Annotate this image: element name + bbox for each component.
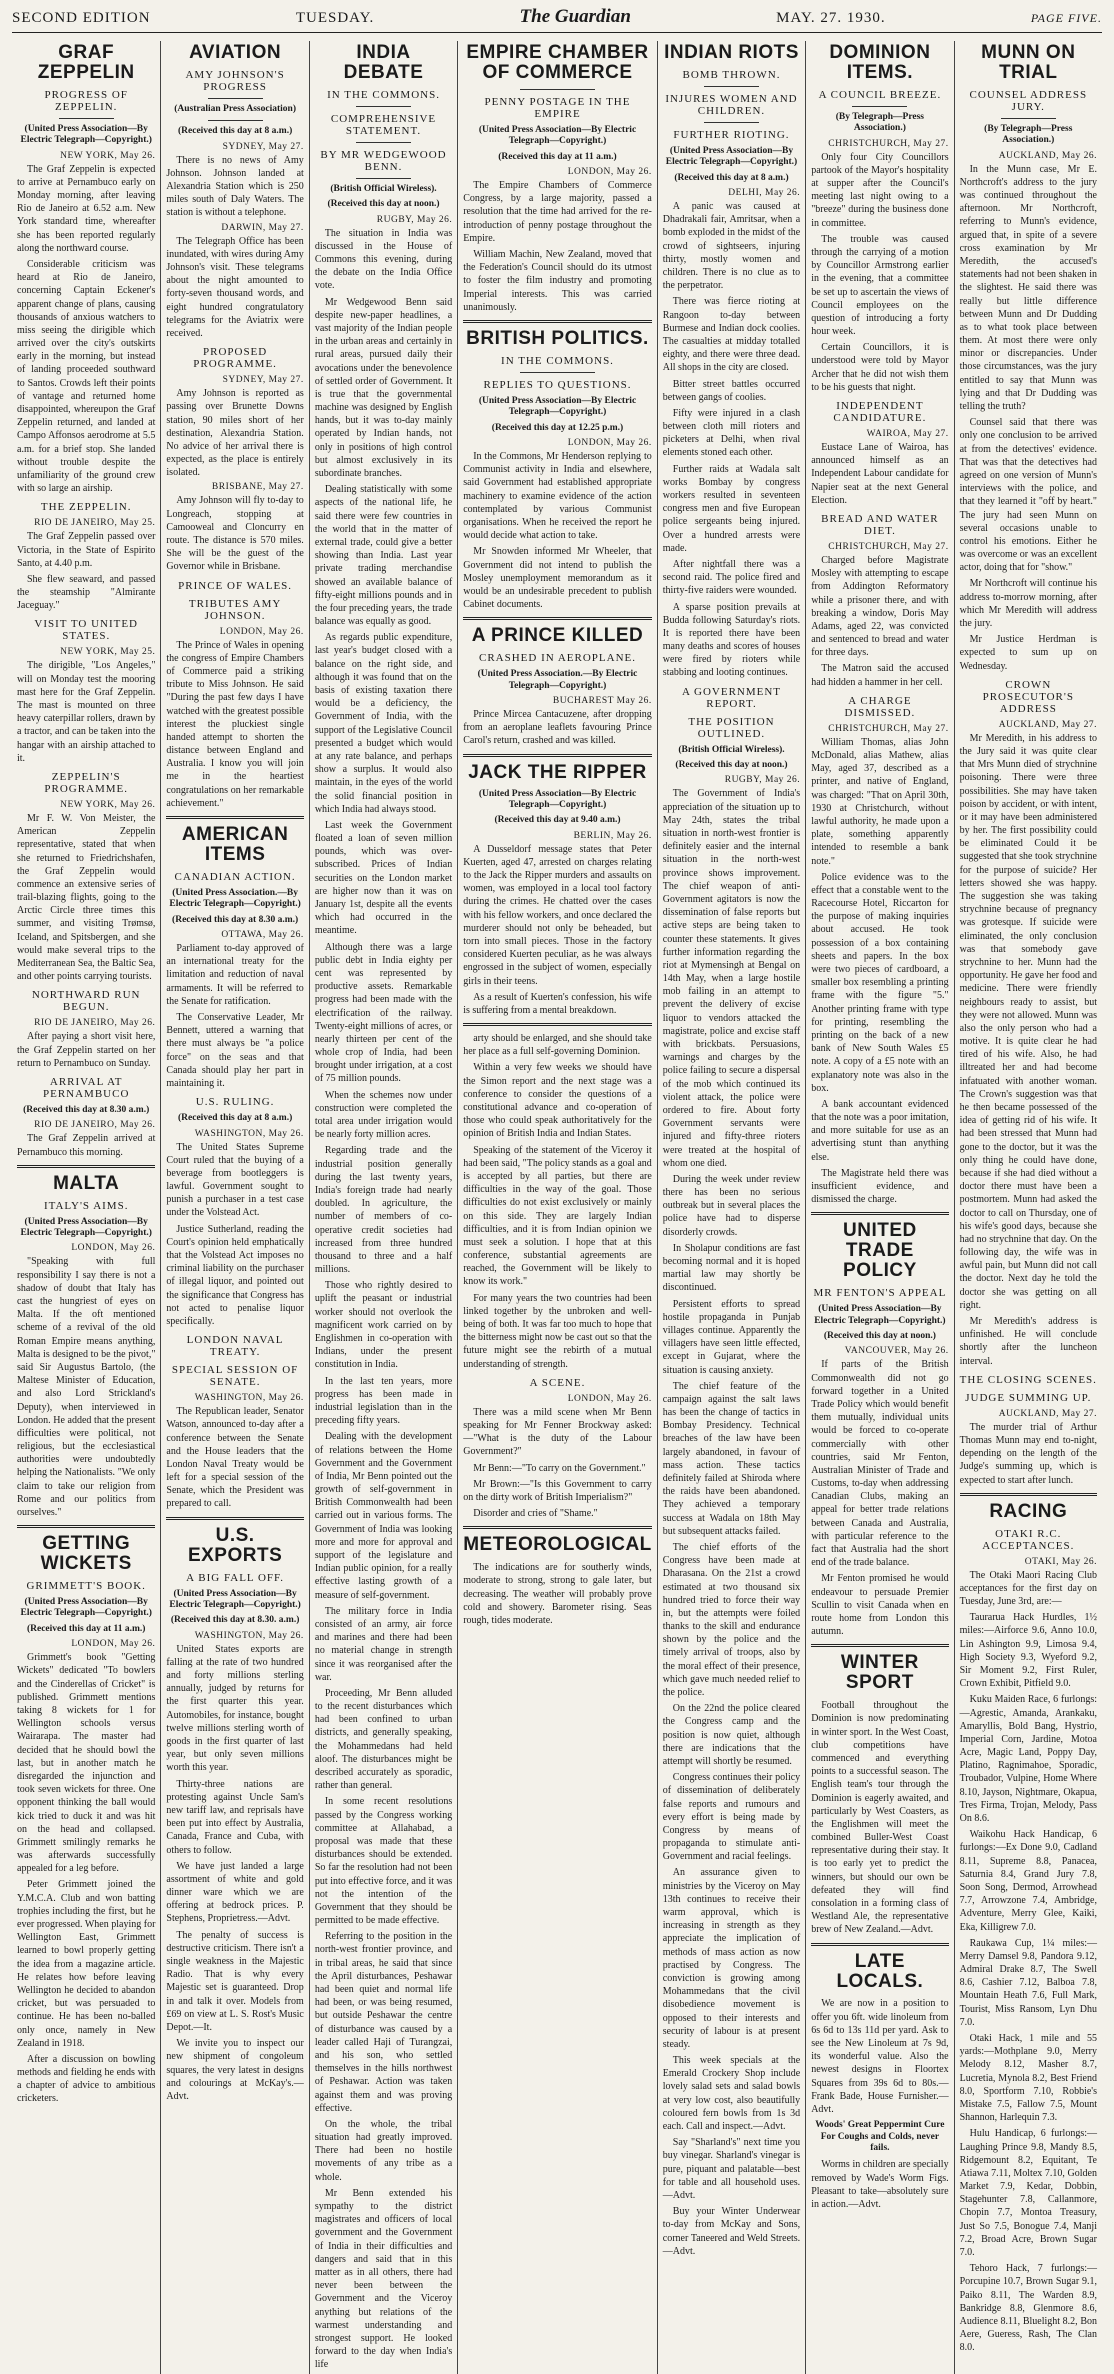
- subheading: THE ZEPPELIN.: [40, 501, 132, 514]
- article-paragraph: Mr Meredith's address is unfinished. He will conclude shortly after the luncheon interval.: [959, 1316, 1097, 1367]
- article-paragraph: After paying a short visit here, the Graf Zeppelin started on her return to Pernambuco on Sunday.: [17, 1031, 156, 1069]
- article-paragraph: Considerable criticism was heard at Rio de Janeiro, concerning Captain Eckener's apparent change of plans, causing thousands of anxious watchers to miss seeing the dirigible which arrived over the city's outskirts early in the morning, but instead of landing proceeded southward to Santos. Crowds left their points of vantage and returned home disappointed, whereupon the Graf Zeppelin returned, and landed at Campo Affonsos aerodrome at 5.5 a.m. for a brief stop. She landed without trouble despite the unfamiliarity of the ground crew with so large an airship.: [17, 258, 156, 495]
- wire-credit: (Received this day at noon.): [823, 1331, 936, 1341]
- wire-credit: (British Official Wireless).: [678, 744, 785, 755]
- subheading: LONDON NAVAL TREATY.: [186, 1334, 284, 1359]
- article-paragraph: Hulu Handicap, 6 furlongs:—Laughing Prince 9.8, Mandy 8.5, Ridgemount 8.2, Equitant, Te Atiawa 7.11, Moltex 7.10, Golden Market 7.9, Kedar, Dobbin, Stagehunter 7.8, Callanmore, Chopin 7.7, Montoa Treasury, Just So 7.5, Bonogue 7.4, Manji 7.2, Broad Acre, Brown Sugar 7.0.: [959, 2128, 1097, 2259]
- short-rule: [59, 118, 114, 119]
- subheading: ARRIVAL AT PERNAMBUCO: [43, 1075, 130, 1100]
- headline: WINTER SPORT: [840, 1652, 919, 1694]
- article-paragraph: We invite you to inspect our new shipment of congoleum squares, the very latest in designs and colourings at McKay's.—Advt.: [166, 2038, 304, 2102]
- subheading: AMY JOHNSON'S PROGRESS: [185, 68, 285, 93]
- article-paragraph: arty should be enlarged, and she should take her place as a full self-governing Dominion.: [463, 1033, 652, 1058]
- article-paragraph: "Speaking with full responsibility I say there is not a shadow of doubt that Italy has cast the hungriest of eyes on Malta. If the oft mentioned scheme of a revival of the old Roman Empire means anything, Malta is designed to be the pivot," said Sir Augustus Bartolo, (the Maltese Minister of Education, and also Lord Strickland's Deputy), when interviewed in London. He added that the present difficulties were political, not religious, but the ecclesiastical authorities were undoubtedly helping the Nationalists. "We only claim to take our religion from Rome and our politics from ourselves.": [17, 1256, 156, 1519]
- dateline: RUGBY, May 26.: [724, 775, 801, 786]
- wire-credit: (Received this day at 9.40 a.m.): [494, 815, 621, 826]
- subheading: REPLIES TO QUESTIONS.: [483, 378, 632, 391]
- dateline: WASHINGTON, May 26.: [194, 1630, 304, 1641]
- dateline: LONDON, May 26.: [71, 1243, 156, 1254]
- article-paragraph: Congress continues their policy of dissemination of deliberately false reports and rumours and every effort is being made by Congress by means of propaganda to stimulate anti-Government and racial feelings.: [662, 1772, 801, 1863]
- column-2: [160, 41, 308, 2374]
- headline: EMPIRE CHAMBER OF COMMERCE: [466, 42, 649, 83]
- article-paragraph: The trouble was caused through the carrying of a motion by Councillor Armstrong earlier in the evening, that a committee be set up to ascertain the views of Council employees on the question of introducing a forty hour week.: [811, 233, 949, 338]
- subheading: PRINCE OF WALES.: [178, 579, 293, 592]
- short-rule: [356, 178, 411, 179]
- wire-credit: (Australian Press Association): [174, 103, 296, 114]
- article-paragraph: Those who rightly desired to uplift the peasant or industrial worker should not overlook the magnificent work carried on by Englishmen in co-operation with Indians, under the present constitution in India.: [314, 1280, 453, 1371]
- article-paragraph: We have just landed a large assortment of white and gold dinner ware which we are offering at bedrock prices. P. Stephens, Proprietress.—Advt.: [166, 1860, 304, 1925]
- subheading: ITALY'S AIMS.: [43, 1199, 129, 1212]
- subheading: SPECIAL SESSION OF SENATE.: [171, 1364, 299, 1389]
- subheading: VISIT TO UNITED STATES.: [34, 618, 138, 643]
- article-paragraph: On the 22nd the police cleared the Congress camp and the position is now quiet, although there are indications that the attempt will shortly be resumed.: [662, 1703, 801, 1767]
- subheading: THE POSITION OUTLINED.: [688, 715, 775, 740]
- article-paragraph: Otaki Hack, 1 mile and 55 yards:—Mothplane 9.0, Merry Melody 8.12, Masher 8.7, Lucretia, Mynola 8.2, Best Friend 8.0, Sportform 7.10, Robbie's Mistake 7.5, Fallow 7.5, Mount Shannon, Harlequin 7.3.: [959, 2033, 1097, 2124]
- headline: AMERICAN ITEMS: [181, 824, 289, 865]
- article-paragraph: Taurarua Hack Hurdles, 1½ miles:—Airforce 9.6, Anno 10.0, Lin Ashington 9.9, Limosa 9.4, High Society 9.3, Wyeford 9.2, Sir Moment 9.2, First Ruler, Crown Exhibit, Pitfield 9.0.: [959, 1612, 1097, 1690]
- subheading: A COUNCIL BREEZE.: [818, 88, 942, 101]
- article-paragraph: The Prince of Wales in opening the congress of Empire Chambers of Commerce paid a striking tribute to Miss Johnson. He said "During the past few days I have watched with the greatest possible interest the pluckiest single handed attempt to shorten the distance between England and Australia. I know you will join me in the heartiest congratulations on her remarkable achievement.": [166, 639, 304, 809]
- headline: INDIA DEBATE: [343, 42, 424, 83]
- article-paragraph: After a discussion on bowling methods and fielding he ends with a chapter of advice to ambitious cricketers.: [17, 2053, 156, 2105]
- wire-credit: (By Telegraph—Press Association.): [984, 123, 1073, 146]
- headline: RACING: [989, 1500, 1068, 1522]
- headline: UNITED TRADE POLICY: [843, 1220, 917, 1282]
- subheading: U.S. RULING.: [195, 1096, 275, 1109]
- dateline: WAIROA, May 27.: [866, 429, 949, 440]
- subheading: IN THE COMMONS.: [501, 354, 614, 367]
- issue-date: MAY. 27. 1930.: [776, 10, 886, 26]
- article-paragraph: Amy Johnson will fly to-day to Longreach, stopping at Camooweal and Cloncurry en route. The distance is 570 miles. She will be the guest of the Governor while in Brisbane.: [166, 495, 304, 573]
- article-paragraph: William Thomas, alias John McDonald, alias Mathew, alias May, aged 37, described as a printer, and native of England, was charged: "That on April 30th, 1930 at Christchurch, without lawful authority, he made upon a plate, something apparently intended to resemble a bank note.": [811, 736, 949, 867]
- article-paragraph: When the schemes now under construction were completed the total area under irrigation would be nearly forty million acres.: [314, 1089, 453, 1141]
- section-divider: [166, 816, 303, 819]
- article-paragraph: Buy your Winter Underwear to-day from McKay and Sons, corner Taneered and Weld Streets.—Advt.: [662, 2206, 801, 2257]
- article-paragraph: We are now in a position to offer you 6ft. wide linoleum from 6s 6d to 13s 11d per yard. Ask to see the New Linoleum at 7s 9d, its wonderful value. Also the newest designs in Floortex Squares from 39s 6d to 80s.—Frank Bade, House Furnisher.—Advt.: [811, 1998, 949, 2115]
- column-6: [805, 41, 953, 2374]
- dateline: SYDNEY, May 27.: [222, 141, 304, 152]
- subheading: COUNSEL ADDRESS JURY.: [969, 88, 1088, 113]
- headline: MUNN ON TRIAL: [981, 42, 1076, 83]
- article-paragraph: Police evidence was to the effect that a constable went to the Racecourse Hotel, Riccarton for the purpose of making inquiries about accused. He took possession of a box containing sheets and papers. In the box were two pieces of cardboard, a smaller box resembling a printing frame with the figure "5." Another printing frame with type for printing, resembling the printing on the back of a new bank of New South Wales £5 note. A copy of a £5 note with an explanatory note was also in the box.: [811, 871, 949, 1094]
- article-paragraph: In the Munn case, Mr E. Northcroft's address to the jury was continued throughout the afternoon. Mr Northcroft, referring to Munn's evidence, argued that, in spite of a severe cross examination by Mr Meredith, the accused's statements had not been shaken in the slightest. He said there was really but little difference between Munn and Dr Dudding as to what took place between them. At most there were only minor or discrepancies. Under those circumstances, was the jury entitled to say that Munn was lying and that Dr Dudding was telling the truth?: [959, 163, 1097, 413]
- wire-credit: (United Press Association—By Electric Telegraph—Copyright.): [478, 124, 637, 147]
- wire-credit: (United Press Association—By Electric Telegraph—Copyright.): [478, 395, 637, 418]
- wire-credit: (Received this day at noon.): [675, 760, 788, 771]
- article-paragraph: Mr Benn extended his sympathy to the district magistrates and officers of local government and the Government of India in their difficulties and dangers and said that in this matter as in all others, there had never been between the Government and the Viceroy anything but relations of the warmest understanding and strongest support. He looked forward to the day when India's life: [314, 2187, 453, 2371]
- article-paragraph: Mr Meredith, in his address to the Jury said it was quite clear that Mrs Munn died of strychnine poisoning. There were three possibilities. She may have taken poison by accident, or with intent, or it may have been administered by her. The first possibility could be eliminated Could it be suggested that she took strychnine for the purpose of suicide? Her letters showed she was happy. The suggestion she was taking strychnine because of pregnancy was grotesque. If suicide were eliminated, the only conclusion was that somebody gave strychnine to her. Munn had the opportunity. He gave her food and medicine. There were friendly neighbours ready to assist, but they were not allowed. Munn was also the only person who had a motive. It is quite clear he had tired of his wife. Also, he had illtreated her and had become infatuated with another woman. The Crown's suggestion was that he then became possessed of the idea of getting rid of his wife. It had been stressed that Munn had gone to the doctor, but it was the only thing he could have done, because if she had died without a doctor there must have been a postmortem. Munn had asked the doctor to call on Thursday, one of his wife's good days, because she had no strychnine that day. On the following day, the wife was in awful pain, but Munn did not call the doctor. Next day he told the doctor she was getting on all right.: [959, 732, 1097, 1311]
- subheading: MR FENTON'S APPEAL: [813, 1287, 947, 1300]
- dateline: LONDON, May 26.: [567, 438, 652, 449]
- article-paragraph: Amy Johnson is reported as passing over Brunette Downs station, 90 miles short of her destination, Alexandria Station. No advice of her arrival there is expected, as the place is entirely isolated.: [166, 388, 304, 479]
- article-paragraph: The dirigible, "Los Angeles," will on Monday test the mooring mast here for the Graf Zeppelin. The mast is mounted on three heavy caterpillar rollers, drawn by a tractor, and can be taken into the hangar with an airship attached to it.: [17, 660, 156, 764]
- short-rule: [704, 86, 759, 87]
- article-paragraph: Persistent efforts to spread hostile propaganda in Punjab villages continue. Apparently the villagers have seen little effected, except in Gujarat, where the situation is causing anxiety.: [662, 1298, 801, 1376]
- article-paragraph: The chief efforts of the Congress have been made at Dharasana. On the 21st a crowd estimated at two thousand six hundred tried to force their way in, but the attempts were foiled thanks to the skill and endurance shown by the police and the timely arrival of troops, also by the moral effect of their presence, which gave much needed relief to the police.: [662, 1541, 801, 1699]
- wire-credit: (United Press Association.—By Electric Telegraph—Copyright.): [477, 669, 638, 691]
- section-divider: [17, 1525, 155, 1528]
- dateline: OTAKI, May 26.: [1024, 1556, 1097, 1567]
- headline: GETTING WICKETS: [40, 1533, 132, 1575]
- column-7: [954, 41, 1102, 2374]
- headline: BRITISH POLITICS.: [466, 327, 649, 349]
- article-paragraph: Mr F. W. Von Meister, the American Zeppelin representative, stated that when she returned to Friedrichshafen, the Graf Zeppelin would commence an extensive series of trail-blazing flights, going to the Arctic Circle three times this summer, and visiting Trømsø, Iceland, and Spitsbergen, and she would make several trips to the Mediterranean Sea, the Baltic Sea, and other points carrying tourists.: [17, 812, 156, 983]
- subheading: CROWN PROSECUTOR'S ADDRESS: [982, 678, 1074, 715]
- article-paragraph: During the week under review there has been no serious outbreak but in several places the police have had to disperse disorderly crowds.: [662, 1173, 801, 1238]
- article-paragraph: There is no news of Amy Johnson. Johnson landed at Alexandria Station which is 250 miles south of Daly Waters. The station is without a telephone.: [166, 154, 304, 219]
- article-paragraph: Prince Mircea Cantacuzene, after dropping from an aeroplane leaflets favouring Prince Carol's return, crashed and was killed.: [463, 709, 652, 747]
- dateline: WASHINGTON, May 26.: [194, 1393, 304, 1404]
- dateline: NEW YORK, May 26.: [60, 150, 156, 161]
- headline: JACK THE RIPPER: [468, 761, 647, 783]
- wire-credit: (United Press Association—By Electric Telegraph—Copyright.): [169, 1588, 301, 1610]
- section-divider: [811, 1212, 948, 1215]
- dateline: WASHINGTON, May 26.: [194, 1128, 304, 1139]
- wire-credit: (United Press Association—By Electric Telegraph—Copyright.): [478, 788, 637, 810]
- wire-credit: (United Press Association—By Electric Telegraph—Copyright.): [814, 1304, 946, 1326]
- dateline: DELHI, May 26.: [728, 188, 801, 199]
- short-rule: [520, 372, 595, 373]
- dateline: OTTAWA, May 26.: [221, 930, 304, 941]
- article-paragraph: Mr Benn:—"To carry on the Government.": [473, 1462, 646, 1474]
- dateline: BUCHAREST May 26.: [552, 696, 652, 706]
- subheading: CANADIAN ACTION.: [174, 870, 296, 883]
- wire-credit: (United Press Association—By Electric Telegraph—Copyright.): [20, 1216, 152, 1239]
- dateline: LONDON, May 26.: [567, 1393, 652, 1404]
- headline: AVIATION: [189, 42, 282, 63]
- subheading: BY MR WEDGEWOOD BENN.: [320, 148, 447, 173]
- subheading: PROPOSED PROGRAMME.: [193, 346, 277, 371]
- article-paragraph: The situation in India was discussed in the House of Commons this evening, during the debate on the India Office vote.: [314, 227, 453, 292]
- article-paragraph: The indications are for southerly winds, moderate to strong, strong to gale later, but decreasing. The weather will probably prove cold and showery. Barometer rising. Seas rough, tides moderate.: [463, 1562, 652, 1626]
- wire-credit: (United Press Association.—By Electric Telegraph—Copyright.): [169, 887, 301, 910]
- dateline: RIO DE JANEIRO, May 26.: [34, 1018, 156, 1029]
- article-paragraph: Referring to the position in the north-west frontier province, and in tribal areas, he said that since the April disturbances, Peshawar had been quiet and normal life had been, or was being resumed, but outside Peshawar the centre of disturbance was caused by a leader called Haji of Turangzai, and his son, who settled themselves in the hills northwest of Peshawar. Action was taken against them and was proving effective.: [314, 1931, 453, 2114]
- article-paragraph: Regarding trade and the industrial position generally during the last twenty years, India's foreign trade had nearly doubled. In agriculture, the number of members of co-operative credit societies had increased from three hundred thousand to three and a half millions.: [314, 1145, 453, 1276]
- article-paragraph: Mr Snowden informed Mr Wheeler, that Government did not intend to publish the Mosley unemployment memorandum as it would be an undesirable precedent to publish Cabinet documents.: [463, 546, 652, 611]
- subheading: BREAD AND WATER DIET.: [821, 512, 939, 537]
- subheading: CRASHED IN AEROPLANE.: [479, 652, 636, 665]
- dateline: CHRISTCHURCH, May 27.: [828, 723, 949, 734]
- article-paragraph: Proceeding, Mr Benn alluded to the recent disturbances which had been confined to urban districts, and generally speaking, the Mohammedans had held aloof. The disturbances might be described accurately as sporadic, rather than general.: [314, 1687, 453, 1792]
- article-paragraph: Justice Sutherland, reading the Court's opinion held emphatically that the Volstead Act imposes no criminal liability on the purchaser of illegal liquor, and pointed out the significance that Congress has not acted to penalise liquor specifically.: [166, 1223, 304, 1327]
- dateline: RUGBY, May 26.: [376, 214, 453, 225]
- article-paragraph: Mr Fenton promised he would endeavour to persuade Premier Scullin to visit Canada when en route home from London this autumn.: [811, 1573, 949, 1638]
- wire-credit: (Received this day at 8.30 a.m.): [23, 1104, 150, 1115]
- article-paragraph: The military force in India consisted of an army, air force and marines and there had been no material change in strength since it was reorganised after the war.: [314, 1605, 453, 1683]
- article-paragraph: The Empire Chambers of Commerce Congress, by a large majority, passed a resolution that the time had arrived for the re-introduction of penny postage throughout the Empire.: [463, 180, 652, 244]
- article-paragraph: Parliament to-day approved of an international treaty for the limitation and reduction of naval armaments. It will be referred to the Senate for ratification.: [166, 943, 304, 1007]
- headline: GRAF ZEPPELIN: [37, 42, 135, 83]
- article-paragraph: A bank accountant evidenced that the note was a poor imitation, and more suitable for use as an advertising stunt than anything else.: [811, 1098, 949, 1163]
- headline: METEOROLOGICAL: [463, 1534, 652, 1556]
- dateline: BERLIN, May 26.: [573, 830, 652, 841]
- wire-credit: (British Official Wireless).: [330, 183, 437, 194]
- article-paragraph: The Republican leader, Senator Watson, announced to-day after a conference between the Senate and the House leaders that the London Naval Treaty would be left for a special session of the Senate, which the President was prepared to call.: [166, 1406, 304, 1510]
- wire-credit: (Received this day at 8 a.m.): [177, 1113, 293, 1124]
- section-divider: [463, 1526, 652, 1529]
- section-divider: [960, 1493, 1097, 1496]
- subheading: A BIG FALL OFF.: [186, 1571, 285, 1584]
- article-paragraph: Say "Sharland's" next time you buy vinegar. Sharland's vinegar is pure, piquant and palatable—best for table and all household uses.—Advt.: [662, 2137, 801, 2201]
- subheading: INDEPENDENT CANDIDATURE.: [833, 400, 927, 425]
- subheading: GRIMMETT'S BOOK.: [26, 1580, 146, 1593]
- wire-credit: (Received this day at 8.30. a.m.): [170, 1615, 300, 1626]
- article-paragraph: In the last ten years, more progress has been made in industrial legislation than in the preceding fifty years.: [314, 1375, 453, 1427]
- column-5: [657, 41, 805, 2374]
- wire-credit: (Received this day at 11 a.m.): [26, 1623, 146, 1634]
- section-divider: [463, 320, 652, 323]
- article-paragraph: Mr Northcroft will continue his address to-morrow morning, after which Mr Meredith will address the jury.: [959, 578, 1097, 630]
- section-divider: [17, 1165, 155, 1168]
- subheading: TRIBUTES AMY JOHNSON.: [188, 597, 282, 622]
- article-paragraph: Peter Grimmett joined the Y.M.C.A. Club and won batting trophies including the first, but he ever progressed. When playing for Wellington East, Grimmett learned to bowl properly getting the idea from a magazine article. He relates how before leaving Wellington he decided to abandon cricket, but was persuaded to continue. He has been no-balled only once, namely in New Zealand in 1918.: [17, 1879, 156, 2049]
- article-paragraph: Waikohu Hack Handicap, 6 furlongs:—Ex Done 9.0, Cadland 8.11, Supreme 8.8, Panacea, Saturnia 8.4, Grand Jury 7.8, Soon Song, Dermod, Arrowhead 7.7, Arrowzone 7.4, Ambridge, Adventure, Merry Glee, Kaiki, Eka, Killigrew 7.0.: [959, 1829, 1097, 1933]
- article-paragraph: The Graf Zeppelin is expected to arrive at Pernambuco early on Monday morning, after leaving Rio de Janeiro at 6.52 a.m. New York standard time, whereafter she has been reported regularly along the northward course.: [17, 163, 156, 254]
- subheading: A GOVERNMENT REPORT.: [681, 685, 782, 710]
- short-rule: [356, 142, 411, 143]
- article-paragraph: William Machin, New Zealand, moved that the Federation's Council should do its utmost to foster the film industry and promoting Imperial interests. This was carried unanimously.: [463, 248, 652, 313]
- edition-label: SECOND EDITION: [12, 10, 151, 26]
- article-paragraph: Last week the Government floated a loan of seven million pounds, which was over-subscribed. Prices of Indian securities on the London market are higher now than it was on January 1st, despite all the events which had occurred in the meantime.: [314, 819, 453, 937]
- article-paragraph: As regards public expenditure, last year's budget closed with a balance on the right side, and although it was found that on the basis of existing taxation there would be a deficiency, the Government of India, with the support of the Legislative Council presented a budget which would at any rate balance, and perhaps show a surplus. It would also maintain, in the eyes of the world the solid financial position in which India had always stood.: [314, 632, 453, 815]
- wire-credit: (By Telegraph—Press Association.): [835, 111, 924, 134]
- article-paragraph: Mr Justice Herdman is expected to sum up on Wednesday.: [959, 634, 1097, 672]
- short-rule: [208, 120, 263, 121]
- wire-credit: (United Press Association—By Electric Telegraph—Copyright.): [20, 123, 152, 146]
- dateline: LONDON, May 26.: [219, 626, 304, 637]
- article-paragraph: Within a very few weeks we should have the Simon report and the next stage was a conference to consider the questions of a constitutional advance and co-operation of those who could speak authoritatively for the opinion of British India and Indian States.: [463, 1062, 652, 1140]
- short-rule: [852, 106, 907, 107]
- dateline: RIO DE JANEIRO, May 25.: [34, 518, 156, 529]
- article-paragraph: This week specials at the Emerald Crockery Shop include lovely salad sets and salad bowls at very low cost, also beautifully coloured fern bowls from 1s 3d each. Call and inspect.—Advt.: [662, 2055, 801, 2133]
- article-paragraph: In Sholapur conditions are fast becoming normal and it is hoped martial law may shortly be discontinued.: [662, 1242, 801, 1294]
- article-paragraph: Eustace Lane of Wairoa, has announced himself as an Independent Labour candidate for Napier seat at the next General Election.: [811, 442, 949, 506]
- headline: U.S. EXPORTS: [187, 1524, 283, 1566]
- article-paragraph: After nightfall there was a second raid. The police fired and thirty-five raiders were wounded.: [662, 558, 801, 597]
- subheading: PROGRESS OF ZEPPELIN.: [44, 88, 128, 113]
- dateline: CHRISTCHURCH, May 27.: [828, 541, 949, 552]
- subheading: INJURES WOMEN AND CHILDREN.: [665, 92, 798, 117]
- article-paragraph: The Matron said the accused had hidden a hammer in her cell.: [811, 663, 949, 688]
- newspaper-title: The Guardian: [519, 6, 631, 27]
- article-paragraph: On the whole, the tribal situation had greatly improved. There had been no hostile movements of any tribe as a whole.: [314, 2118, 453, 2183]
- headline: A PRINCE KILLED: [471, 625, 644, 647]
- page-number: PAGE FIVE.: [1030, 11, 1102, 25]
- dateline: LONDON, May 26.: [567, 167, 652, 178]
- column-grid: [12, 41, 1102, 2371]
- headline: LATE LOCALS.: [836, 1950, 924, 1992]
- article-paragraph: Further raids at Wadala salt works Bombay by congress workers resulted in seventeen congress men and five European police sergeants being injured. Over a hundred arrests were made.: [662, 463, 801, 554]
- article-paragraph: Disorder and cries of "Shame.": [473, 1508, 598, 1520]
- article-paragraph: The murder trial of Arthur Thomas Munn may end to-night, depending on the length of the Judge's summing up, which is expected to start after lunch.: [959, 1421, 1097, 1486]
- dateline: AUCKLAND, May 27.: [998, 719, 1097, 730]
- article-paragraph: Speaking of the statement of the Viceroy it had been said, "The policy stands as a goal and is accepted by all parties, but there are difficulties in the way of the goal. Those difficulties do not exist exclusively or mainly on this side. They are largely Indian difficulties, and it is from Indian opinion we must seek a solution. I hope that at this conference, substantial agreements are reached, the Government will be likely to know its work.": [463, 1144, 652, 1288]
- masthead: [12, 6, 1102, 33]
- article-paragraph: The chief feature of the campaign against the salt laws has been the change of tactics in Bombay Presidency. Technical breaches of the law have been largely abandoned, in favour of mass action. These tactics definitely failed at Shiroda where the raids have been abandoned. They achieved a temporary success at Wadala on 18th May but subsequent attacks failed.: [662, 1380, 801, 1537]
- article-paragraph: Mr Brown:—"Is this Government to carry on the dirty work of British Imperialism?": [463, 1478, 652, 1503]
- section-divider: [811, 1943, 948, 1946]
- subheading: JUDGE SUMMING UP.: [965, 1391, 1092, 1404]
- article-paragraph: The Telegraph Office has been inundated, with wires during Amy Johnson's visit. These telegrams about the night amounted to forty-seven thousand words, and eight hundred congratulatory telegrams for the Aviatrix were received.: [166, 235, 304, 339]
- wire-credit: (Received this day at 12.25 p.m.): [491, 422, 624, 433]
- headline: DOMINION ITEMS.: [829, 42, 931, 83]
- article-paragraph: Although there was a large public debt in India eighty per cent was represented by productive assets. Remarkable progress had been made with the electrification of the railway. Twenty-eight millions of acres, or nearly thirteen per cent of the whole crop of India, had been brought under irrigation, at a cost of 75 million pounds.: [314, 941, 453, 1085]
- article-paragraph: Kuku Maiden Race, 6 furlongs:—Agrestic, Amanda, Arankaku, Amaryllis, Bold Bang, Hystrio, Imperial Corn, Jardine, Motoa Acre, Magic Land, Poppy Day, Platino, Ragnimahoe, Sporadic, Troubador, Vulpine, Home Where 8.10, Jayson, Nightmare, Okapua, Tres Firma, Trojan, Melody, Pass On 8.6.: [959, 1694, 1097, 1825]
- dateline: VANCOUVER, May 26.: [844, 1346, 949, 1357]
- dateline: NEW YORK, May 26.: [60, 799, 156, 810]
- article-paragraph: If parts of the British Commonwealth did not go forward together in a United Trade Policy which would benefit them mutually, individual units would be forced to co-operate commercially with other countries, said Mr Fenton, Australian Minister of Trade and Customs, to-day when addressing Canadian Clubs, making an appeal for better trade relations between Canada and Australia, with particular reference to the fact that Australia had the short end of the trade balance.: [811, 1359, 949, 1569]
- section-divider: [463, 754, 652, 757]
- dateline: AUCKLAND, May 26.: [998, 150, 1097, 161]
- wire-credit: (Received this day at 8 a.m.): [177, 126, 293, 137]
- article-paragraph: For many years the two countries had been linked together by the unbroken and well-being of both. It was far too much to hope that the bitterness might now be cast out so that the future might see the rebirth of a mutual understanding of strength.: [463, 1292, 652, 1370]
- article-paragraph: A panic was caused at Dhadrakali fair, Amritsar, when a bomb exploded in the midst of the crowd of sightseers, injuring thirty, mostly women and children. There is no clue as to the perpetrator.: [662, 201, 801, 292]
- article-paragraph: Fifty were injured in a clash between cloth mill rioters and picketers at Delhi, when rival elements stoned each other.: [662, 407, 801, 459]
- article-paragraph: Worms in children are specially removed by Wade's Worm Figs. Pleasant to take—absolutely sure in action.—Advt.: [811, 2159, 949, 2210]
- section-divider: [166, 1517, 303, 1520]
- subheading: ZEPPELIN'S PROGRAMME.: [44, 770, 129, 795]
- article-paragraph: Dealing statistically with some aspects of the national life, he said there were few countries in the world that in the matter of external trade, could give a better showing than India. Last year private trading merchandise showed an available balance of fifty-eight millions pounds and in the four preceding years, the trade balance was equally as good.: [314, 484, 453, 628]
- article-paragraph: In the Commons, Mr Henderson replying to Communist activity in India and elsewhere, said Government had established appropriate machinery to examine evidence of the action contemplated by various Communist organisations. When he received the report he would decide what action to take.: [463, 451, 652, 542]
- article-paragraph: Dealing with the development of relations between the Home Government and the Government of India, Mr Benn pointed out the growth of self-government in British Commonwealth had been carried out in various forms. The Government of India was looking more and more for approval and support of the legislature and Indian public opinion, for a really effective lasting growth of a measure of self-government.: [314, 1431, 453, 1601]
- article-paragraph: Mr Wedgewood Benn said despite new-paper headlines, a vast majority of the Indian people in the urban areas and certainly in rural areas, pursued daily their avocations under the benevolence of settled order of Government. It is true that the governmental machine was designed by English hands, but it was to-day mainly operated by Indian hands, not only in positions of high control but almost exclusively in its subordinate branches.: [314, 296, 453, 480]
- article-paragraph: A sparse position prevails at Budda following Saturday's riots. It is reported there have been many deaths and scores of houses were fired by rioters while stabbing and looting continues.: [662, 601, 801, 679]
- article-paragraph: Charged before Magistrate Mosley with attempting to escape from Addington Reformatory while a prisoner there, and with breaking a window, Doris May Adams, aged 22, was convicted and sentenced to bread and water for three days.: [811, 554, 949, 659]
- article-paragraph: United States exports are falling at the rate of two hundred and forty millions sterling annually, judged by returns for the first quarter this year. Automobiles, for instance, bought twelve millions sterling worth of goods in the first quarter of last year, but only seven millions worth this year.: [166, 1643, 304, 1774]
- subheading: IN THE COMMONS.: [327, 88, 440, 101]
- dateline: DARWIN, May 27.: [221, 222, 304, 233]
- subheading: BOMB THROWN.: [682, 68, 781, 81]
- article-paragraph: Certain Councillors, it is understood were told by Mayor Archer that he did not wish them to be his guests that night.: [811, 342, 949, 393]
- dateline: CHRISTCHURCH, May 27.: [828, 138, 949, 149]
- article-paragraph: Bitter street battles occurred between gangs of coolies.: [662, 378, 801, 403]
- dateline: AUCKLAND, May 27.: [998, 1408, 1097, 1419]
- short-rule: [520, 89, 595, 90]
- subheading: A CHARGE DISMISSED.: [844, 694, 916, 719]
- dateline: LONDON, May 26.: [71, 1639, 156, 1650]
- subheading: PENNY POSTAGE IN THE EMPIRE: [484, 95, 631, 120]
- article-paragraph: Only four City Councillors partook of the Mayor's hospitality at supper after the Council's meeting last night owing to a "breeze" during the business done in committee.: [811, 151, 949, 229]
- subheading: COMPREHENSIVE STATEMENT.: [330, 112, 437, 137]
- short-rule: [208, 98, 263, 99]
- article-paragraph: As a result of Kuerten's confession, his wife is suffering from a mental breakdown.: [463, 991, 652, 1016]
- short-rule: [1001, 118, 1056, 119]
- article-paragraph: An assurance given to ministries by the Viceroy on May 13th continues to receive their warm approval, which is increasing in strength as they appreciate the implication of methods of mass action as now practised by Congress. The conviction is growing among Mohammedans that the civil disobedience movement is opposed to their interests and security of labour is at present steady.: [662, 1867, 801, 2050]
- short-rule: [704, 122, 759, 123]
- wire-credit: Woods' Great Peppermint Cure For Coughs and Colds, never fails.: [815, 2120, 945, 2153]
- headline: INDIAN RIOTS: [664, 42, 799, 63]
- article-paragraph: There was a mild scene when Mr Benn speaking for Mr Fenner Brockway asked:—"What is the duty of the Labour Government?": [463, 1406, 652, 1458]
- wire-credit: (Received this day at noon.): [327, 199, 440, 210]
- day-label: TUESDAY.: [295, 10, 375, 26]
- subheading: OTAKI R.C. ACCEPTANCES.: [982, 1527, 1075, 1552]
- article-paragraph: She flew seaward, and passed the steamship "Almirante Jaceguay.": [17, 573, 156, 612]
- article-paragraph: The Magistrate held there was insufficient evidence, and dismissed the charge.: [811, 1167, 949, 1206]
- subheading: THE CLOSING SCENES.: [959, 1373, 1097, 1386]
- article-paragraph: In some recent resolutions passed by the Congress working committee at Allahabad, a proposal was made that these disturbances should be extended. So far the resolution had not been put into effective force, and it was not the intention of the Government that they should be permitted to be made effective.: [314, 1796, 453, 1927]
- wire-credit: (Received this day at 8.30 a.m.): [172, 914, 299, 925]
- article-paragraph: Raukawa Cup, 1¼ miles:—Merry Damsel 9.8, Pandora 9.12, Admiral Drake 8.7, The Swell 8.6, Cashier 7.12, Balboa 7.8, Mountain Heath 7.6, Full Mark, Tourist, Miss Ransom, Lyn Dhu 7.0.: [959, 1937, 1097, 2028]
- column-4: [457, 41, 657, 2374]
- dateline: NEW YORK, May 25.: [60, 647, 156, 658]
- article-paragraph: The Government of India's appreciation of the situation up to May 24th, states the tribal situation in north-west frontier is definitely easier and the internal situation in the north-west province shows improvement. The chief weapon of anti-Government agitators is now the dissemination of false reports but active steps are being taken to counter these statements. It gives further information regarding the riot at Mymensingh at Bengal on 14th May, when a large hostile mob failing in an attempt to prevent the delivery of excise liquor to vendors attacked the magistrate, police and excise staff with brickbats. Persuasions, warnings and charges by the police failing to secure a dispersal of the mob which continued its violent attack, the police were ordered to fire. About forty Government servants were injured and fifty-three rioters were treated at the hospital of whom one died.: [662, 788, 801, 1169]
- article-paragraph: Grimmett's book "Getting Wickets" dedicated "To bowlers and the Cinderellas of Cricket" is published. Grimmett mentions taking 8 wickets for 1 for Wellington schools versus Wairarapa. The master had decided that he should bowl the last, but in another match he disregarded the injunction and took seven wickets for three. One opponent thinking the ball would kick tried to duck it and was hit on the head and collapsed. Grimmett smilingly remarks he was afterwards successfully appealed for a leg before.: [17, 1652, 156, 1875]
- wire-credit: (United Press Association—By Electric Telegraph—Copyright.): [665, 145, 798, 168]
- wire-credit: (United Press Association—By Electric Telegraph—Copyright.): [20, 1597, 152, 1619]
- headline: MALTA: [53, 1172, 120, 1194]
- dateline: SYDNEY, May 27.: [222, 375, 304, 386]
- short-rule: [356, 106, 411, 107]
- article-paragraph: Football throughout the Dominion is now predominating in winter sport. In the West Coast, club competitions have commenced and everything points to a successful season. The English team's tour through the Dominion is eagerly awaited, and particularly by West Coasters, as the Englishmen will meet the combined Buller-West Coast representative during their stay. It is too early yet to predict the winners, but should our own be defeated they will find consolation in a forming class of Westland Ale, the representative brew of New Zealand.—Advt.: [811, 1700, 949, 1936]
- article-paragraph: The Otaki Maori Racing Club acceptances for the first day on Tuesday, June 3rd, are:—: [959, 1569, 1097, 1608]
- article-paragraph: Thirty-three nations are protesting against Uncle Sam's new tariff law, and reprisals have been put into effect by Australia, Canada, France and Cuba, with others to follow.: [166, 1778, 304, 1856]
- wire-credit: (Received this day at 11 a.m.): [498, 151, 617, 162]
- article-paragraph: Counsel said that there was only one conclusion to be arrived at from the detectives' evidence. That was that the detectives had agreed on one version of Munn's interviews with the police, and that they learned it "off by heart." The jury had seen Munn on several occasions unable to control his emotions. Either he was overcome or was an excellent actor, doing that for "show.": [959, 417, 1097, 574]
- subheading: A SCENE.: [529, 1376, 586, 1389]
- article-paragraph: The United States Supreme Court ruled that the buying of a beverage from bootleggers is lawful. Government sought to punish a purchaser in a test case under the Volstead Act.: [166, 1141, 304, 1219]
- subheading: NORTHWARD RUN BEGUN.: [31, 989, 141, 1014]
- article-paragraph: The Graf Zeppelin passed over Victoria, in the State of Espirito Santo, at 4.40 p.m.: [17, 531, 156, 569]
- article-paragraph: The Conservative Leader, Mr Bennett, uttered a warning that there must always be "a police force" on the seas and that Canada should play her part in maintaining it.: [166, 1012, 304, 1089]
- article-paragraph: The penalty of success is destructive criticism. There isn't a single weakness in the Majestic Radio. That is why every Majestic set is guaranteed. Drop in and talk it over. Models from £69 on view at L. S. Rost's Music Depot.—It.: [166, 1929, 304, 2033]
- article-paragraph: Tehoro Hack, 7 furlongs:—Porcupine 10.7, Brown Sugar 9.1, Paiko 8.11, The Warden 8.9, Bankridge 8.8, Glenmore 8.6, Audience 8.11, Bluelight 8.2, Bon Aere, Gueress, Rash, The Clan 8.0.: [959, 2263, 1097, 2354]
- dateline: BRISBANE, May 27.: [211, 482, 304, 493]
- dateline: RIO DE JANEIRO, May 26.: [34, 1120, 156, 1131]
- subheading: FURTHER RIOTING.: [673, 128, 790, 141]
- section-divider: [811, 1644, 948, 1647]
- article-paragraph: The Graf Zeppelin arrived at Pernambuco this morning.: [17, 1133, 156, 1158]
- wire-credit: (Received this day at 8 a.m.): [674, 172, 789, 183]
- column-3: [309, 41, 457, 2374]
- article-paragraph: A Dusseldorf message states that Peter Kuerten, aged 47, arrested on charges relating to the Jack the Ripper murders and assaults on women, was employed in a local tool factory during the crimes. He chatted over the cases with his fellow workers, and once declared the murderer should not only be beheaded, but torn into small pieces. Those in the factory considered Kuerten peculiar, as he was always engrossed in the subject of women, especially girls in their teens.: [463, 843, 652, 987]
- column-1: [12, 41, 160, 2374]
- section-divider: [463, 1023, 652, 1026]
- section-divider: [463, 617, 652, 620]
- article-paragraph: There was fierce rioting at Rangoon to-day between Burmese and Indian dock coolies. The casualties at midday totalled eighty, and there were three dead. All shops in the city are closed.: [662, 296, 801, 374]
